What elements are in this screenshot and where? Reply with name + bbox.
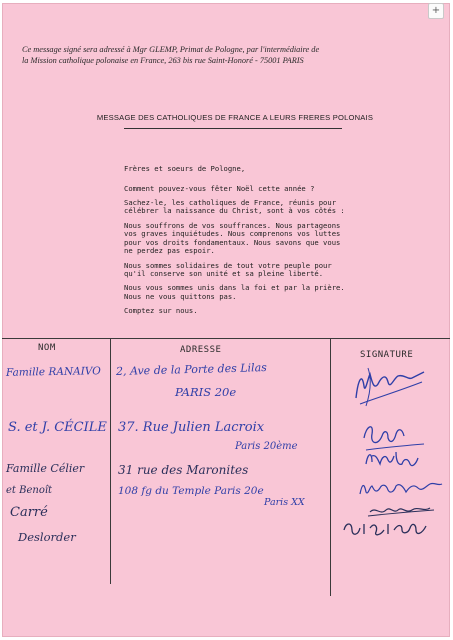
column-header-nom: NOM	[38, 343, 56, 353]
signature-6-icon	[340, 514, 440, 540]
handwritten-address-2b: Paris 20ème	[235, 441, 298, 452]
table-divider-nom-adresse	[110, 338, 111, 584]
column-header-adresse: ADRESSE	[180, 345, 222, 355]
handwritten-name-3a: Famille Célier	[6, 462, 85, 475]
letter-paragraph-6: Comptez sur nous.	[124, 306, 198, 316]
handwritten-name-3b: et Benoît	[6, 485, 53, 496]
handwritten-address-3b: 108 fg du Temple Paris 20e	[118, 485, 264, 497]
handwritten-name-2: S. et J. CÉCILE	[8, 420, 107, 435]
letter-greeting: Frères et soeurs de Pologne,	[124, 164, 246, 173]
handwritten-address-1a: 2, Ave de la Porte des Lilas	[115, 361, 267, 378]
letter-body	[124, 165, 424, 321]
handwritten-name-1: Famille RANAIVO	[5, 365, 101, 379]
header-note-line-1: Ce message signé sera adressé à Mgr GLEMP, Primat de Pologne, par l'intermédiaire de	[22, 45, 320, 54]
document-title: MESSAGE DES CATHOLIQUES DE FRANCE A LEURS FRERES POLONAIS	[96, 113, 374, 122]
handwritten-address-3c: Paris XX	[264, 497, 305, 508]
handwritten-name-3c: Carré	[10, 505, 48, 520]
letter-paragraph-5: Nous vous sommes unis dans la foi et par la prière. Nous ne vous quittons pas.	[124, 283, 345, 301]
handwritten-address-3a: 31 rue des Maronites	[118, 463, 249, 477]
corner-plus-mark: +	[428, 3, 444, 19]
handwritten-address-2a: 37. Rue Julien Lacroix	[118, 420, 265, 435]
column-header-signature: SIGNATURE	[360, 350, 414, 360]
letter-paragraph-1: Comment pouvez-vous fêter Noël cette année ?	[124, 183, 315, 193]
signature-1-icon	[350, 360, 430, 410]
table-divider-adresse-signature	[330, 338, 331, 596]
header-note-line-2: la Mission catholique polonaise en France, 263 bis rue Saint-Honoré - 75001 PARIS	[22, 56, 304, 65]
letter-paragraph-4: Nous sommes solidaires de tout votre peuple pour qu'il conserve son unité et sa pleine liberté.	[124, 260, 332, 279]
letter-paragraph-3: Nous souffrons de vos souffrances. Nous partageons vos graves inquiétudes. Nous comprenons vos luttes pour vos droits fondamentaux. Nous savons que vous ne perdez pas espoir.	[124, 220, 341, 256]
header-note	[22, 44, 432, 66]
handwritten-name-3d: Deslorder	[18, 530, 76, 544]
title-underline	[124, 128, 342, 129]
table-top-rule	[2, 338, 450, 339]
handwritten-address-1b: PARIS 20e	[175, 385, 237, 399]
letter-paragraph-2: Sachez-le, les catholiques de France, réunis pour célébrer la naissance du Christ, sont à vos côtés :	[124, 197, 345, 216]
signature-3-icon	[362, 446, 422, 472]
